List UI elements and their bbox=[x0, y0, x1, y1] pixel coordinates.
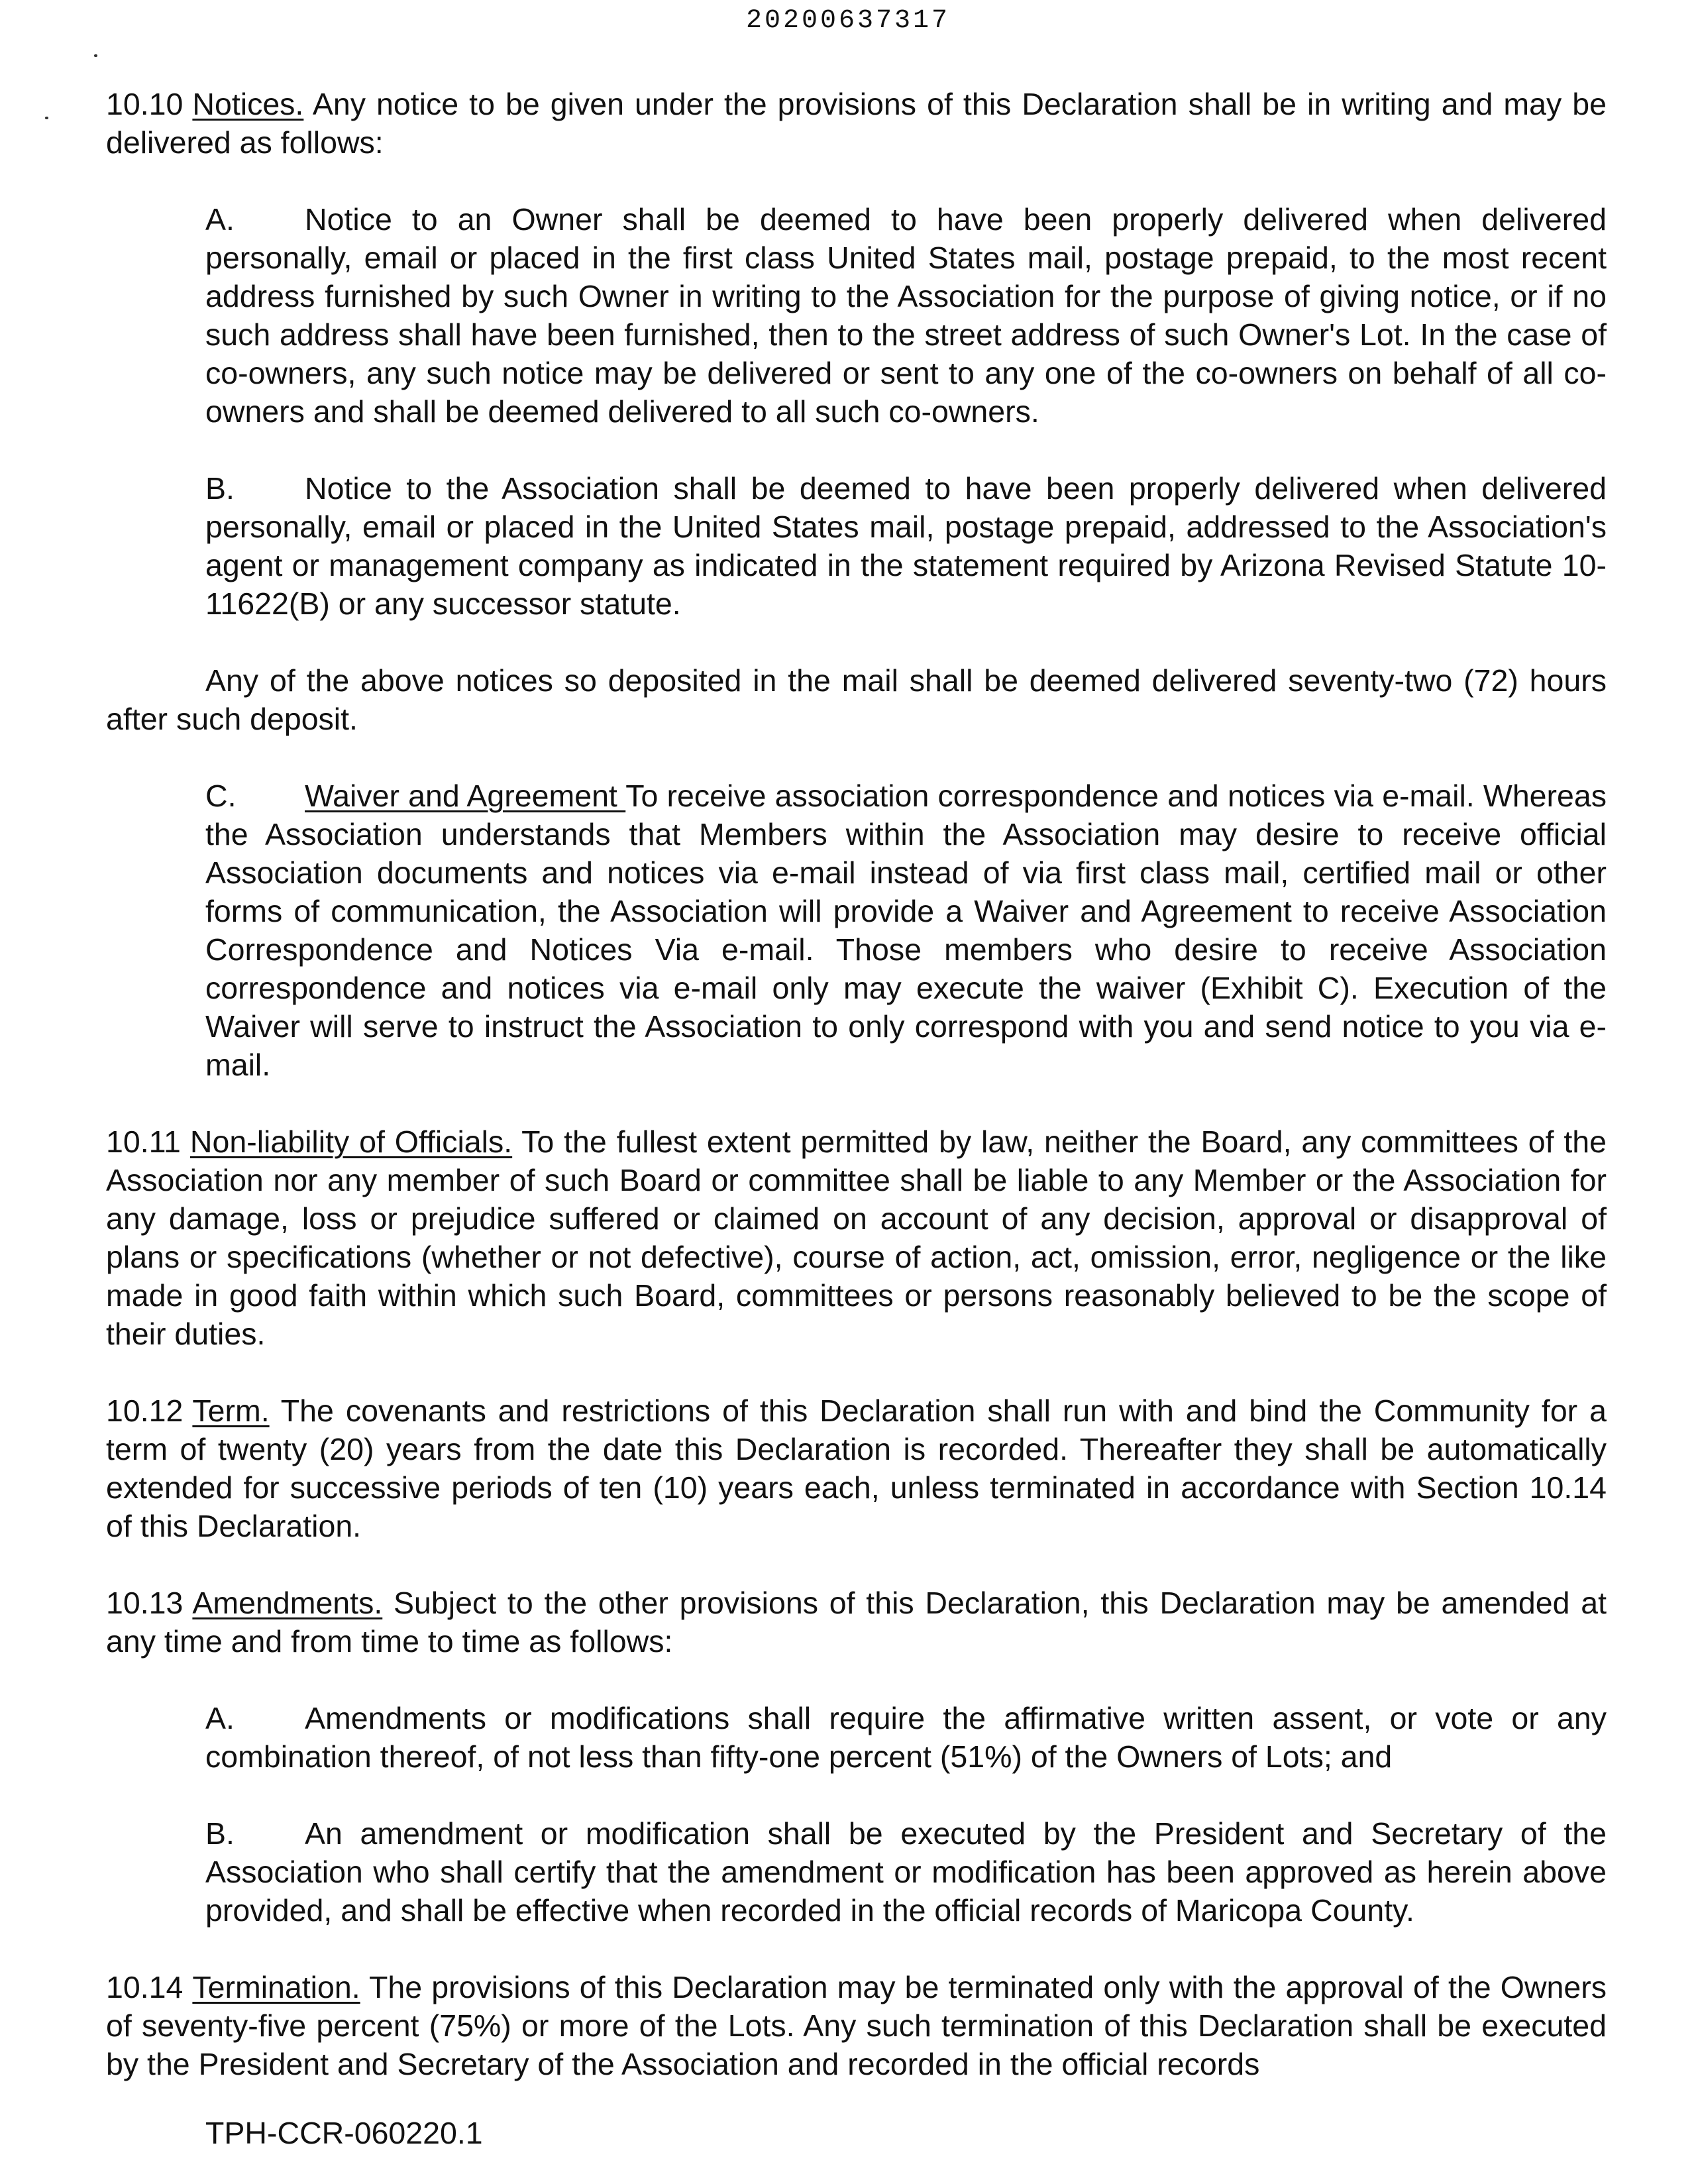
subsection-10-13-a bbox=[205, 1699, 1607, 1776]
subsection-10-10-b bbox=[205, 469, 1607, 623]
document-code: TPH-CCR-060220.1 bbox=[205, 2116, 483, 2150]
section-text: The covenants and restrictions of this Declaration shall run with and bind the Community for a term of twenty (20) years from the date this Declaration is recorded. Thereafter they shall be automatically extended for successive periods of ten (10) years each, unless terminated in accordance with Section 10.14 of this Declaration. bbox=[106, 1393, 1607, 1543]
section-number: 10.14 bbox=[106, 1970, 184, 2004]
subsection-text: An amendment or modification shall be executed by the President and Secretary of the Association who shall certify that the amendment or modification has been approved as herein above provided, and shall be effective when recorded in the official records of Maricopa County. bbox=[205, 1816, 1607, 1928]
section-number: 10.10 bbox=[106, 87, 184, 121]
section-number: 10.12 bbox=[106, 1393, 184, 1428]
subsection-text: Notice to an Owner shall be deemed to have been properly delivered when delivered personally, email or placed in the first class United States mail, postage prepaid, to the most recent address furnished by such Owner in writing to the Association for the purpose of giving notice, or if no such address shall have been furnished, then to the street address of such Owner's Lot. In the case of co-owners, any such notice may be delivered or sent to any one of the co-owners on behalf of all co-owners and shall be deemed delivered to all such co-owners. bbox=[205, 202, 1607, 429]
subsection-letter: A. bbox=[205, 202, 235, 237]
section-text: The provisions of this Declaration may be terminated only with the approval of the Owners of seventy-five percent (75%) or more of the Lots. Any such termination of this Declaration shall be executed by the President and Secretary of the Association and recorded in the official records bbox=[106, 1970, 1607, 2081]
section-10-12 bbox=[106, 1392, 1607, 1545]
subsection-text: To receive association correspondence and notices via e-mail. Whereas the Association understands that Members within the Association may desire to receive official Association documents and notices via e-mail instead of via first class mail, certified mail or other forms of communication, the Association will provide a Waiver and Agreement to receive Association Correspondence and Notices Via e-mail. Those members who desire to receive Association correspondence and notices via e-mail only may execute the waiver (Exhibit C). Execution of the Waiver will serve to instruct the Association to only correspond with you and send notice to you via e-mail. bbox=[205, 779, 1607, 1082]
section-heading: Notices. bbox=[192, 87, 304, 121]
section-text: Subject to the other provisions of this Declaration, this Declaration may be amended at any time and from time to time as follows: bbox=[106, 1586, 1607, 1659]
document-body bbox=[106, 85, 1607, 2083]
recording-number: 20200637317 bbox=[745, 6, 951, 36]
scan-speck bbox=[45, 117, 48, 119]
section-text: Any notice to be given under the provisions of this Declaration shall be in writing and may be delivered as follows: bbox=[106, 87, 1607, 160]
subsection-letter: C. bbox=[205, 779, 237, 813]
subsection-letter: B. bbox=[205, 1816, 235, 1851]
section-10-13 bbox=[106, 1584, 1607, 1661]
subsection-text: Amendments or modifications shall require the affirmative written assent, or vote or any combination thereof, of not less than fifty-one percent (51%) of the Owners of Lots; and bbox=[205, 1701, 1607, 1774]
section-heading: Amendments. bbox=[192, 1586, 383, 1620]
deposit-paragraph: Any of the above notices so deposited in the mail shall be deemed delivered seventy-two (72) hours after such deposit. bbox=[106, 663, 1607, 736]
section-heading: Termination. bbox=[192, 1970, 360, 2004]
section-10-14 bbox=[106, 1968, 1607, 2083]
section-10-10 bbox=[106, 85, 1607, 162]
scan-speck bbox=[94, 54, 97, 57]
subsection-heading: Waiver and Agreement bbox=[305, 779, 626, 813]
subsection-10-13-b bbox=[205, 1814, 1607, 1930]
subsection-letter: A. bbox=[205, 1701, 235, 1735]
section-text: To the fullest extent permitted by law, neither the Board, any committees of the Association nor any member of such Board or committee shall be liable to any Member or the Association for any damage, loss or prejudice suffered or claimed on account of any decision, approval or disapproval of plans or specifications (whether or not defective), course of action, act, omission, error, negligence or the like made in good faith within which such Board, committees or persons reasonably believed to be the scope of their duties. bbox=[106, 1124, 1607, 1351]
subsection-10-10-a bbox=[205, 200, 1607, 431]
section-10-11 bbox=[106, 1122, 1607, 1353]
section-heading: Term. bbox=[192, 1393, 270, 1428]
subsection-letter: B. bbox=[205, 471, 235, 506]
section-heading: Non-liability of Officials. bbox=[189, 1124, 513, 1159]
subsection-10-10-c bbox=[205, 777, 1607, 1084]
section-number: 10.13 bbox=[106, 1586, 184, 1620]
section-number: 10.11 bbox=[106, 1124, 181, 1159]
subsection-text: Notice to the Association shall be deemed to have been properly delivered when delivered personally, email or placed in the United States mail, postage prepaid, addressed to the Association's agent or management company as indicated in the statement required by Arizona Revised Statute 10-11622(B) or any successor statute. bbox=[205, 471, 1607, 621]
